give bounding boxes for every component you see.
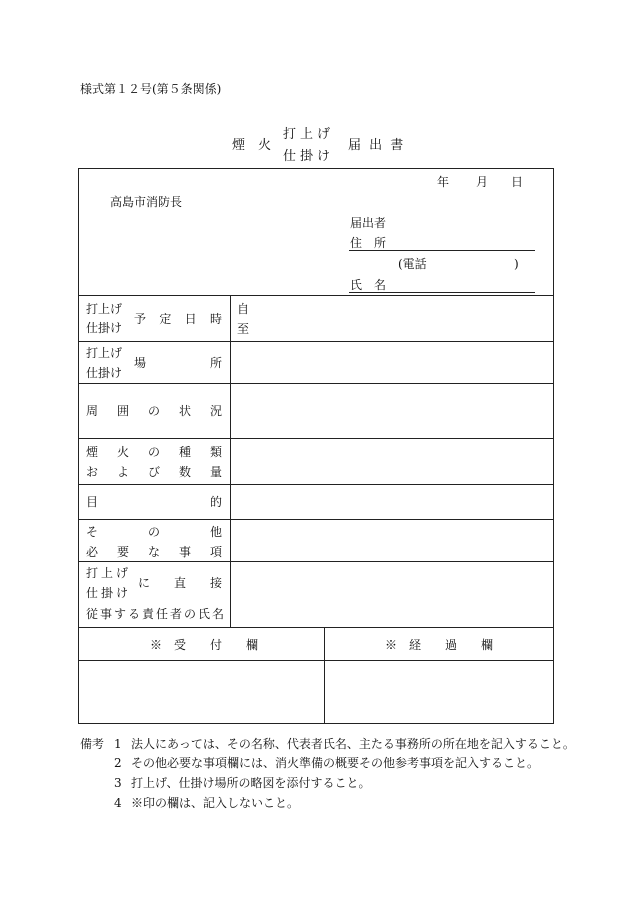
- responsible-uchiage: 打上げ: [86, 566, 132, 580]
- phone-label: (電話: [398, 257, 427, 271]
- responsible-value[interactable]: [231, 562, 553, 627]
- purpose-value[interactable]: [231, 485, 553, 519]
- note-2-text: その他必要な事項欄には、消火準備の概要その他参考事項を記入すること。: [131, 756, 540, 770]
- note-1-num: 1: [114, 737, 122, 751]
- responsible-shikake: 仕掛け: [86, 586, 132, 600]
- schedule-shikake: 仕掛け: [86, 321, 123, 335]
- note-4-text: ※印の欄は、記入しないこと。: [131, 796, 300, 810]
- surroundings-label: 周 囲 の 状 況: [86, 404, 222, 418]
- name-underline[interactable]: [349, 292, 535, 293]
- responsible-line3: 従事する責任者の氏名: [86, 607, 227, 621]
- applicant-label: 届出者: [350, 216, 387, 230]
- kind-label-line1: 煙 火 の 種 類: [86, 445, 222, 459]
- surroundings-value[interactable]: [231, 384, 553, 438]
- schedule-value[interactable]: [231, 296, 553, 341]
- title-shikake: 仕掛け: [283, 149, 335, 164]
- place-value[interactable]: [231, 342, 553, 383]
- kind-value[interactable]: [231, 439, 553, 484]
- place-shikake: 仕掛け: [86, 366, 123, 380]
- address-label: 住 所: [350, 236, 387, 250]
- note-1-text: 法人にあっては、その名称、代表者氏名、主たる事務所の所在地を記入すること。: [131, 737, 575, 751]
- date-year: 年: [437, 175, 450, 189]
- title-uchiage: 打上げ: [283, 127, 335, 142]
- addressee: 高島市消防長: [110, 195, 183, 209]
- place-uchiage: 打上げ: [86, 346, 123, 360]
- progress-label: ※ 経 過 欄: [385, 638, 494, 652]
- receipt-label: ※ 受 付 欄: [150, 638, 259, 652]
- schedule-label: 予 定 日 時: [134, 312, 222, 326]
- title-todokede: 届 出 書: [348, 138, 406, 153]
- other-label-line2: 必 要 な 事 項: [86, 545, 222, 559]
- note-3-text: 打上げ、仕掛け場所の略図を添付すること。: [131, 776, 371, 790]
- note-4-num: 4: [114, 796, 122, 810]
- date-month: 月: [476, 175, 489, 189]
- kind-label-line2: お よ び 数 量: [86, 465, 222, 479]
- other-label-line1: そ の 他: [86, 525, 222, 539]
- progress-box: [325, 661, 553, 723]
- date-day: 日: [511, 175, 524, 189]
- notes-heading: 備考: [80, 737, 105, 751]
- name-label: 氏 名: [350, 278, 387, 292]
- note-2-num: 2: [114, 756, 122, 770]
- purpose-label: 目 的: [86, 495, 222, 509]
- form-number: 様式第１２号(第５条関係): [80, 82, 222, 96]
- title-fireworks: 煙 火: [232, 138, 272, 153]
- schedule-uchiage: 打上げ: [86, 302, 123, 316]
- other-value[interactable]: [231, 520, 553, 561]
- phone-close: ): [514, 257, 519, 271]
- address-underline[interactable]: [349, 250, 535, 251]
- note-3-num: 3: [114, 776, 122, 790]
- place-label: 場 所: [134, 356, 222, 370]
- receipt-box: [79, 661, 324, 723]
- schedule-to: 至: [237, 322, 250, 336]
- schedule-from: 自: [237, 302, 250, 316]
- responsible-mid: に 直 接: [138, 576, 222, 590]
